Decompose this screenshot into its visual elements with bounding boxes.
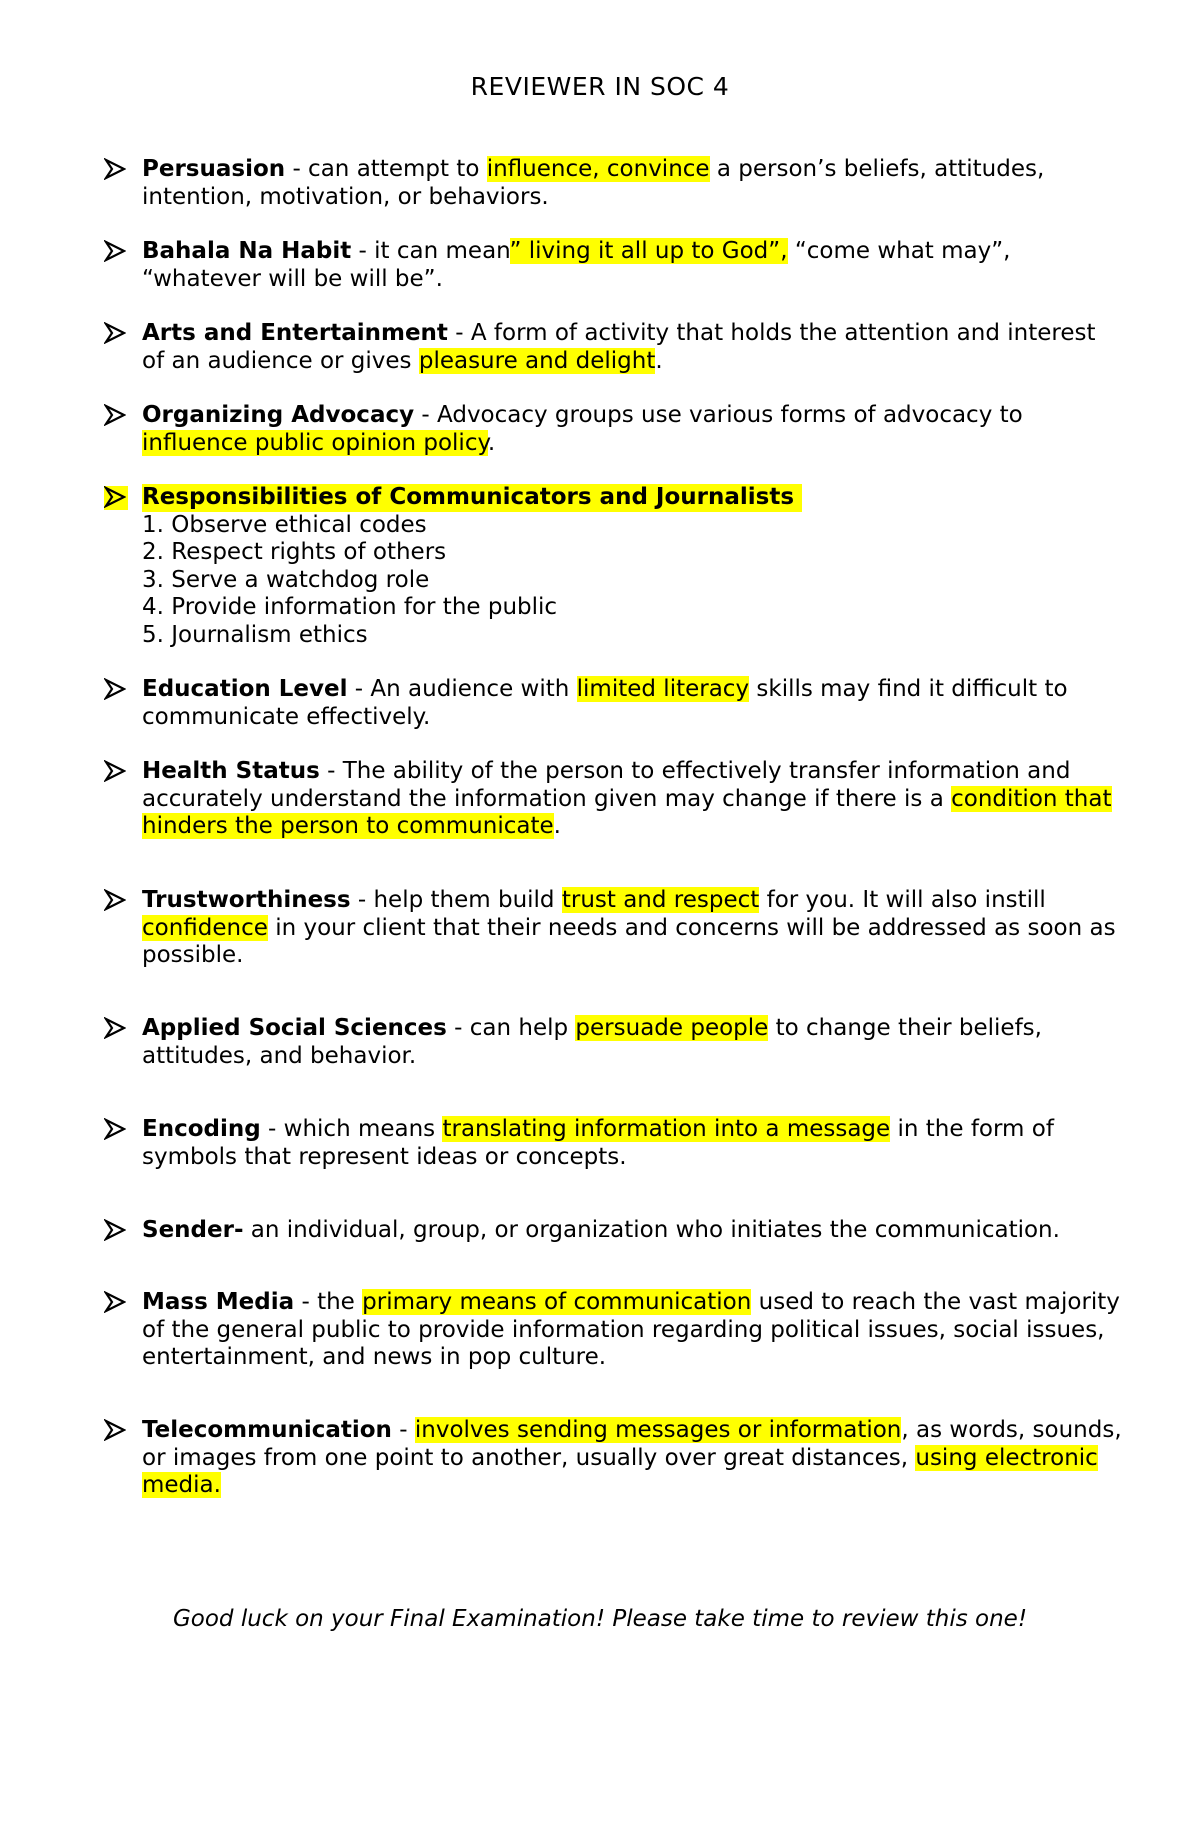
arrowhead-bullet-icon	[104, 1291, 128, 1315]
arrowhead-bullet-icon	[104, 486, 128, 510]
entry-text	[142, 758, 1124, 841]
list-item: 5. Journalism ethics	[142, 621, 368, 648]
list-item: 4. Provide information for the public	[142, 594, 558, 620]
entry-arts-and-entertainment	[104, 320, 1124, 375]
entry-definition: .	[487, 429, 496, 456]
entry-text	[142, 1116, 1124, 1171]
entry-sender	[104, 1217, 1124, 1245]
entry-text	[142, 1289, 1124, 1372]
entry-definition: - The ability of the person to effectively transfer information and accurately understand the information given may change if there is a	[142, 758, 1071, 812]
arrowhead-bullet-icon	[104, 1219, 128, 1243]
entry-definition: , as words, sounds, or images from one point to another, usually over great distances,	[142, 1417, 1122, 1471]
highlighted-phrase: involves sending messages or information	[414, 1417, 902, 1443]
highlighted-phrase: ” living it all up to God”,	[509, 238, 788, 264]
highlighted-phrase: pleasure and delight	[418, 347, 656, 374]
entry-trustworthiness	[104, 887, 1124, 970]
arrowhead-bullet-icon	[104, 760, 128, 784]
closing-message: Good luck on your Final Examination! Please take time to review this one!	[172, 1606, 1028, 1632]
entry-term: Arts and Entertainment	[142, 320, 448, 346]
arrowhead-bullet-icon	[104, 889, 128, 913]
entry-definition: - can attempt to	[285, 156, 487, 182]
entry-text	[142, 238, 1124, 293]
entry-encoding	[104, 1116, 1124, 1171]
entry-bahala-na-habit	[104, 238, 1124, 293]
entry-telecommunication	[104, 1417, 1124, 1500]
entry-term: Mass Media	[142, 1289, 295, 1315]
entry-definition: for you. It will also instill	[759, 887, 1046, 913]
entry-definition: - An audience with	[347, 676, 577, 702]
entry-definition: - can help	[446, 1015, 576, 1041]
entry-text	[142, 1417, 1124, 1500]
entry-definition: - Advocacy groups use various forms of advocacy to	[414, 402, 1023, 428]
entry-definition: an individual, group, or organization who initiates the communication.	[243, 1217, 1060, 1243]
highlighted-phrase: influence public opinion policy	[142, 429, 488, 456]
entry-term: Sender-	[142, 1217, 244, 1243]
highlighted-phrase: confidence	[142, 914, 268, 941]
entry-term: Responsibilities of Communicators and Journalists	[142, 484, 802, 512]
list-item: 1. Observe ethical codes	[142, 511, 427, 538]
highlighted-phrase: condition that hinders the person to communicate	[142, 785, 1112, 839]
arrowhead-bullet-icon	[104, 678, 128, 702]
entry-definition: - which means	[260, 1116, 443, 1142]
entry-definition: a person’s beliefs, attitudes, intention, motivation, or behaviors.	[142, 156, 1045, 210]
responsibilities-list	[142, 512, 1124, 650]
entry-definition: .	[655, 347, 663, 374]
entry-mass-media	[104, 1289, 1124, 1372]
entry-term: Trustworthiness	[142, 887, 351, 913]
highlighted-phrase: persuade people	[575, 1015, 769, 1041]
entry-text	[142, 320, 1124, 375]
entry-education-level	[104, 676, 1124, 731]
highlighted-phrase: using electronic media.	[142, 1444, 1098, 1498]
entry-definition: -	[391, 1417, 415, 1443]
arrowhead-bullet-icon	[104, 240, 128, 264]
entry-definition: - help them build	[350, 887, 562, 913]
entry-term: Organizing Advocacy	[142, 402, 415, 428]
list-item: 2. Respect rights of others	[142, 539, 447, 565]
entry-term: Applied Social Sciences	[142, 1015, 447, 1041]
entry-persuasion	[104, 156, 1124, 211]
entry-text	[142, 1217, 1124, 1245]
arrowhead-bullet-icon	[104, 158, 128, 182]
highlighted-phrase: influence, convince	[486, 156, 710, 182]
arrowhead-bullet-icon	[104, 322, 128, 346]
entry-text	[142, 1015, 1124, 1070]
entry-text	[142, 484, 1124, 512]
entry-definition: - the	[294, 1289, 363, 1315]
entry-definition: - it can mean	[351, 238, 510, 264]
highlighted-phrase: trust and respect	[561, 887, 760, 913]
entry-definition: in the form of symbols that represent ideas or concepts.	[142, 1116, 1054, 1170]
entry-text	[142, 156, 1124, 211]
highlighted-phrase: limited literacy	[576, 676, 750, 702]
entry-text	[142, 402, 1124, 457]
arrowhead-bullet-icon	[104, 1419, 128, 1443]
entry-term: Telecommunication	[142, 1417, 392, 1443]
entry-term: Education Level	[142, 676, 348, 702]
entry-definition: to change their beliefs, attitudes, and behavior.	[142, 1015, 1042, 1069]
arrowhead-bullet-icon	[104, 404, 128, 428]
entry-definition: - A form of activity that holds the attention and interest of an audience or gives	[142, 320, 1096, 374]
entry-responsibilities	[104, 484, 1124, 649]
entry-definition: skills may find it difficult to communicate effectively.	[142, 676, 1068, 730]
arrowhead-bullet-icon	[104, 1017, 128, 1041]
list-item: 3. Serve a watchdog role	[142, 566, 430, 593]
entry-definition: “come what may”, “whatever will be will be”.	[142, 238, 1011, 292]
entry-definition: .	[553, 813, 561, 839]
entry-term: Persuasion	[142, 156, 286, 182]
entry-term: Encoding	[142, 1116, 261, 1142]
arrowhead-bullet-icon	[104, 1118, 128, 1142]
entry-term: Health Status	[142, 758, 320, 784]
page-title: REVIEWER IN SOC 4	[470, 72, 730, 101]
entry-definition: in your client that their needs and concerns will be addressed as soon as possible.	[142, 914, 1116, 968]
entry-health-status	[104, 758, 1124, 841]
entry-term: Bahala Na Habit	[142, 238, 352, 264]
entry-definition: used to reach the vast majority of the general public to provide information regarding political issues, social issues, entertainment, and news in pop culture.	[142, 1289, 1120, 1370]
entry-applied-social-sciences	[104, 1015, 1124, 1070]
highlighted-phrase: primary means of communication	[362, 1289, 752, 1315]
entry-text	[142, 887, 1124, 970]
entry-text	[142, 676, 1124, 731]
highlighted-phrase: translating information into a message	[442, 1116, 891, 1142]
entry-organizing-advocacy	[104, 402, 1124, 457]
